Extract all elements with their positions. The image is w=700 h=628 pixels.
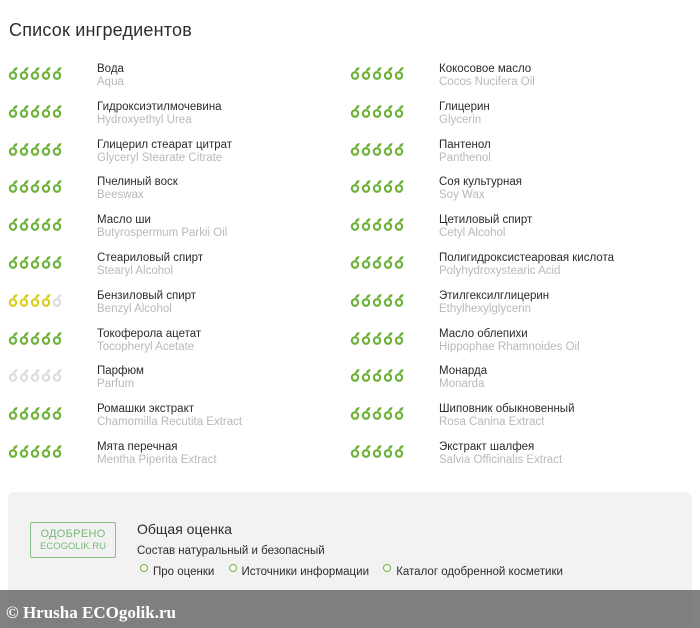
ingredient-latin-name: Butyrospermum Parkii Oil — [97, 227, 228, 240]
leaf-drop-icon — [362, 332, 371, 345]
leaf-drop-icon — [31, 407, 40, 420]
leaf-drop-icon — [42, 105, 51, 118]
ingredient-name[interactable]: Бензиловый спирт — [97, 289, 197, 302]
stamp-bottom-text: ECOGOLIK.RU — [40, 541, 106, 552]
leaf-drop-icon — [362, 143, 371, 156]
leaf-drop-icon — [373, 332, 382, 345]
leaf-drop-icon — [384, 67, 393, 80]
rating-drops — [8, 444, 64, 460]
ingredient-row[interactable] — [8, 213, 348, 251]
leaf-drop-icon — [362, 445, 371, 458]
rating-drops — [8, 255, 64, 271]
ingredient-latin-name: Monarda — [439, 378, 485, 391]
leaf-drop-icon — [31, 181, 40, 194]
leaf-drop-icon — [42, 294, 51, 307]
rating-drops — [350, 368, 406, 384]
leaf-drop-icon — [31, 256, 40, 269]
ingredient-name[interactable]: Монарда — [439, 365, 488, 378]
leaf-drop-icon — [42, 218, 51, 231]
ingredient-row[interactable] — [8, 289, 348, 327]
leaf-drop-icon — [395, 105, 404, 118]
leaf-drop-icon — [53, 143, 62, 156]
leaf-drop-icon — [362, 105, 371, 118]
ingredient-name[interactable]: Пантенол — [439, 138, 491, 151]
about-ratings-link[interactable] — [140, 566, 214, 578]
leaf-drop-icon — [9, 105, 18, 118]
leaf-drop-icon — [373, 294, 382, 307]
ingredient-name[interactable]: Полигидроксистеаровая кислота — [439, 251, 614, 264]
leaf-drop-icon — [362, 294, 371, 307]
leaf-drop-icon — [53, 445, 62, 458]
ingredient-row[interactable] — [350, 251, 690, 289]
ingredient-name[interactable]: Масло облепихи — [439, 327, 528, 340]
leaf-drop-icon — [53, 256, 62, 269]
ingredient-latin-name: Mentha Piperita Extract — [97, 453, 217, 466]
link-label: Про оценки — [153, 566, 215, 578]
catalog-link[interactable] — [383, 566, 563, 578]
ingredient-name[interactable]: Гидроксиэтилмочевина — [97, 100, 222, 113]
ingredient-row[interactable] — [350, 440, 690, 478]
ingredient-latin-name: Cetyl Alcohol — [439, 227, 506, 240]
leaf-drop-icon — [20, 181, 29, 194]
leaf-drop-icon — [373, 181, 382, 194]
rating-drops — [8, 406, 64, 422]
ingredient-name[interactable]: Соя культурная — [439, 176, 522, 189]
leaf-drop-icon — [53, 67, 62, 80]
leaf-drop-icon — [20, 105, 29, 118]
leaf-drop-icon — [31, 67, 40, 80]
leaf-drop-icon — [351, 105, 360, 118]
rating-drops — [350, 66, 406, 82]
ingredient-name[interactable]: Цетиловый спирт — [439, 214, 533, 227]
rating-drops — [350, 406, 406, 422]
leaf-drop-icon — [373, 218, 382, 231]
ingredient-row[interactable] — [350, 213, 690, 251]
leaf-drop-icon — [31, 332, 40, 345]
leaf-drop-icon — [384, 181, 393, 194]
ingredient-latin-name: Polyhydroxystearic Acid — [439, 264, 561, 277]
leaf-drop-icon — [53, 370, 62, 383]
ingredient-latin-name: Tocopheryl Acetate — [97, 340, 195, 353]
link-label: Каталог одобренной косметики — [396, 566, 563, 578]
ingredient-name[interactable]: Глицерил стеарат цитрат — [97, 138, 233, 151]
ingredient-latin-name: Beeswax — [97, 189, 144, 202]
summary-links — [140, 566, 574, 578]
ingredient-row[interactable] — [8, 138, 348, 176]
rating-drops — [8, 179, 64, 195]
leaf-drop-icon — [395, 181, 404, 194]
leaf-drop-icon — [20, 143, 29, 156]
leaf-drop-icon — [395, 445, 404, 458]
ingredient-row[interactable] — [8, 251, 348, 289]
ingredient-latin-name: Salvia Officinalis Extract — [439, 453, 563, 466]
leaf-drop-icon — [42, 370, 51, 383]
rating-drops — [8, 293, 64, 309]
leaf-drop-icon — [395, 370, 404, 383]
ingredient-latin-name: Cocos Nucifera Oil — [439, 76, 535, 88]
leaf-drop-icon — [384, 332, 393, 345]
leaf-drop-icon — [362, 370, 371, 383]
leaf-drop-icon — [351, 256, 360, 269]
leaf-drop-icon — [351, 181, 360, 194]
ingredient-row[interactable] — [8, 62, 348, 100]
leaf-drop-icon — [351, 332, 360, 345]
leaf-drop-icon — [9, 143, 18, 156]
leaf-drop-icon — [9, 181, 18, 194]
leaf-drop-icon — [362, 181, 371, 194]
leaf-drop-icon — [373, 445, 382, 458]
leaf-drop-icon — [9, 407, 18, 420]
leaf-drop-icon — [395, 332, 404, 345]
leaf-drop-icon — [31, 294, 40, 307]
ingredient-latin-name: Hippophae Rhamnoides Oil — [439, 340, 580, 353]
rating-drops — [8, 368, 64, 384]
leaf-drop-icon — [351, 67, 360, 80]
ingredient-name[interactable]: Глицерин — [439, 100, 490, 113]
leaf-drop-icon — [20, 256, 29, 269]
leaf-drop-icon — [351, 294, 360, 307]
leaf-drop-icon — [53, 332, 62, 345]
leaf-drop-icon — [351, 143, 360, 156]
leaf-drop-icon — [384, 294, 393, 307]
ingredient-row[interactable] — [350, 364, 690, 402]
leaf-drop-icon — [9, 332, 18, 345]
leaf-drop-icon — [395, 256, 404, 269]
leaf-drop-icon — [20, 407, 29, 420]
rating-drops — [350, 444, 406, 460]
leaf-drop-icon — [373, 407, 382, 420]
rating-drops — [350, 255, 406, 271]
leaf-drop-icon — [53, 218, 62, 231]
leaf-drop-icon — [9, 294, 18, 307]
leaf-drop-icon — [9, 256, 18, 269]
rating-drops — [8, 331, 64, 347]
leaf-drop-icon — [42, 181, 51, 194]
leaf-drop-icon — [42, 332, 51, 345]
rating-drops — [350, 179, 406, 195]
watermark: © Hrusha ECOgolik.ru — [6, 603, 176, 622]
leaf-drop-icon — [31, 445, 40, 458]
ingredient-row[interactable] — [350, 138, 690, 176]
approved-stamp — [30, 522, 116, 558]
check-icon — [383, 564, 391, 572]
leaf-drop-icon — [384, 256, 393, 269]
leaf-drop-icon — [9, 218, 18, 231]
ingredient-name[interactable]: Парфюм — [97, 365, 144, 378]
leaf-drop-icon — [9, 445, 18, 458]
ingredient-latin-name: Hydroxyethyl Urea — [97, 113, 192, 126]
leaf-drop-icon — [384, 105, 393, 118]
stamp-top-text: ОДОБРЕНО — [40, 528, 106, 540]
rating-drops — [8, 142, 64, 158]
leaf-drop-icon — [42, 445, 51, 458]
leaf-drop-icon — [351, 445, 360, 458]
ingredient-latin-name: Panthenol — [439, 151, 491, 164]
leaf-drop-icon — [351, 407, 360, 420]
rating-drops — [350, 217, 406, 233]
ingredient-row[interactable] — [350, 100, 690, 138]
page-title: Список ингредиентов — [9, 20, 193, 40]
ingredient-name[interactable]: Масло ши — [97, 214, 151, 227]
leaf-drop-icon — [31, 143, 40, 156]
leaf-drop-icon — [384, 445, 393, 458]
leaf-drop-icon — [395, 218, 404, 231]
leaf-drop-icon — [9, 67, 18, 80]
ingredient-name[interactable]: Шиповник обыкновенный — [439, 403, 575, 416]
ingredient-name[interactable]: Токоферола ацетат — [97, 327, 202, 340]
leaf-drop-icon — [31, 105, 40, 118]
rating-drops — [8, 104, 64, 120]
leaf-drop-icon — [42, 407, 51, 420]
leaf-drop-icon — [384, 143, 393, 156]
ingredient-latin-name: Glyceryl Stearate Citrate — [97, 151, 223, 164]
leaf-drop-icon — [395, 67, 404, 80]
summary-title: Общая оценка — [137, 521, 233, 537]
rating-drops — [8, 66, 64, 82]
leaf-drop-icon — [373, 143, 382, 156]
ingredient-row[interactable] — [8, 175, 348, 213]
ingredient-name[interactable]: Вода — [97, 63, 124, 75]
leaf-drop-icon — [351, 218, 360, 231]
leaf-drop-icon — [362, 67, 371, 80]
leaf-drop-icon — [384, 370, 393, 383]
leaf-drop-icon — [373, 105, 382, 118]
ingredient-name[interactable]: Ромашки экстракт — [97, 403, 195, 416]
sources-link[interactable] — [229, 566, 369, 578]
leaf-drop-icon — [53, 407, 62, 420]
leaf-drop-icon — [384, 407, 393, 420]
ingredient-row[interactable] — [8, 402, 348, 440]
question-icon — [140, 564, 148, 572]
ingredient-name[interactable]: Экстракт шалфея — [439, 440, 535, 453]
rating-drops — [350, 104, 406, 120]
question-icon — [229, 564, 237, 572]
leaf-drop-icon — [9, 370, 18, 383]
ingredient-row[interactable] — [8, 100, 348, 138]
leaf-drop-icon — [395, 143, 404, 156]
leaf-drop-icon — [53, 294, 62, 307]
ingredient-row[interactable] — [350, 327, 690, 365]
link-label: Источники информации — [241, 566, 369, 578]
ingredient-name[interactable]: Пчелиный воск — [97, 176, 178, 189]
rating-drops — [350, 142, 406, 158]
ingredient-latin-name: Aqua — [97, 76, 124, 88]
leaf-drop-icon — [42, 256, 51, 269]
ingredient-row[interactable] — [350, 62, 690, 100]
summary-text: Состав натуральный и безопасный — [137, 545, 325, 557]
ingredient-latin-name: Chamomilla Recutita Extract — [97, 416, 243, 429]
leaf-drop-icon — [362, 407, 371, 420]
leaf-drop-icon — [31, 370, 40, 383]
leaf-drop-icon — [384, 218, 393, 231]
ingredient-row[interactable] — [350, 175, 690, 213]
leaf-drop-icon — [20, 332, 29, 345]
leaf-drop-icon — [53, 105, 62, 118]
leaf-drop-icon — [31, 218, 40, 231]
ingredient-name[interactable]: Этилгексилглицерин — [439, 289, 550, 302]
ingredient-row[interactable] — [350, 289, 690, 327]
leaf-drop-icon — [20, 294, 29, 307]
leaf-drop-icon — [373, 256, 382, 269]
leaf-drop-icon — [42, 67, 51, 80]
leaf-drop-icon — [20, 218, 29, 231]
rating-drops — [350, 331, 406, 347]
ingredient-latin-name: Ethylhexylglycerin — [439, 302, 532, 315]
ingredient-name[interactable]: Кокосовое масло — [439, 63, 532, 75]
ingredient-latin-name: Stearyl Alcohol — [97, 264, 174, 277]
ingredient-latin-name: Rosa Canina Extract — [439, 416, 545, 429]
leaf-drop-icon — [362, 256, 371, 269]
leaf-drop-icon — [53, 181, 62, 194]
leaf-drop-icon — [362, 218, 371, 231]
ingredient-row[interactable] — [8, 440, 348, 478]
ingredient-latin-name: Soy Wax — [439, 189, 485, 202]
leaf-drop-icon — [373, 370, 382, 383]
leaf-drop-icon — [42, 143, 51, 156]
ingredients-list-left — [8, 62, 348, 478]
leaf-drop-icon — [20, 67, 29, 80]
rating-drops — [8, 217, 64, 233]
ingredient-row[interactable] — [350, 402, 690, 440]
ingredient-row[interactable] — [8, 364, 348, 402]
ingredient-name[interactable]: Мята перечная — [97, 440, 178, 453]
leaf-drop-icon — [351, 370, 360, 383]
ingredient-row[interactable] — [8, 327, 348, 365]
ingredient-latin-name: Benzyl Alcohol — [97, 302, 172, 315]
ingredients-list-right — [350, 62, 690, 478]
ingredient-latin-name: Glycerin — [439, 113, 482, 126]
rating-drops — [350, 293, 406, 309]
ingredient-latin-name: Parfum — [97, 378, 135, 391]
ingredient-name[interactable]: Стеариловый спирт — [97, 251, 204, 264]
leaf-drop-icon — [373, 67, 382, 80]
leaf-drop-icon — [395, 407, 404, 420]
leaf-drop-icon — [20, 370, 29, 383]
leaf-drop-icon — [20, 445, 29, 458]
leaf-drop-icon — [395, 294, 404, 307]
